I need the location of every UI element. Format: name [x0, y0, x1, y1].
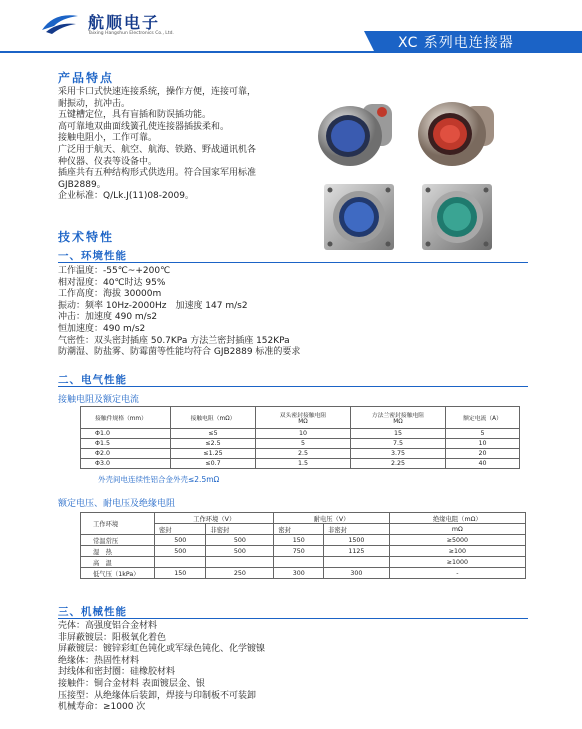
table-cell: ≤0.7 — [171, 459, 256, 469]
mech-line: 接触件：铜合金材料 表面镀层金、银 — [58, 678, 205, 689]
table-header: 额定电流（A） — [446, 407, 520, 429]
contact-resistance-table — [80, 406, 520, 469]
connector-photo-1 — [310, 92, 400, 172]
table-cell: 500 — [155, 546, 206, 557]
table-cell — [206, 557, 274, 568]
feature-line: 插座共有五种结构形式供选用。符合国家军用标准 — [58, 168, 257, 179]
env-line: 冲击：加速度 490 m/s2 — [58, 312, 158, 323]
table-cell: 500 — [155, 535, 206, 546]
feature-line: 五键槽定位，具有盲插和防误插功能。 — [58, 110, 212, 121]
features-text — [58, 87, 256, 203]
env-line: 工作温度：-55℃~+200℃ — [58, 266, 171, 276]
mech-underline — [58, 618, 528, 619]
mech-line: 屏蔽镀层：镀锌彩虹色钝化或军绿色钝化、化学镀镍 — [58, 644, 266, 655]
table-cell: 5 — [446, 429, 520, 439]
table-cell: 10 — [446, 439, 520, 449]
feature-line: 企业标准：Q/Lk.J(11)08-2009。 — [58, 191, 194, 202]
table-cell: Φ3.0 — [81, 459, 171, 469]
voltage-title: 额定电压、耐电压及绝缘电阻 — [58, 499, 176, 509]
env-line: 振动：频率 10Hz-2000Hz 加速度 147 m/s2 — [58, 300, 248, 311]
mech-line: 绝缘体：热固性材料 — [58, 655, 140, 666]
table-row — [81, 459, 520, 469]
table-cell: 1.5 — [256, 459, 351, 469]
contact-resistance-title: 接触电阻及额定电流 — [58, 395, 140, 405]
table-cell: 2.5 — [256, 449, 351, 459]
table-cell: ≥100 — [389, 546, 525, 557]
mech-line: 非屏蔽镀层：阳极氧化着色 — [58, 632, 167, 643]
feature-line: 采用卡口式快速连接系统，操作方便，连接可靠， — [58, 87, 257, 97]
env-line: 防潮湿、防盐雾、防霉菌等性能均符合 GJB2889 标准的要求 — [58, 347, 301, 358]
env-text — [58, 266, 300, 359]
env-line: 相对湿度：40℃时达 95% — [58, 277, 166, 288]
table-header: 耐电压（V） — [274, 513, 389, 524]
feature-line: 广泛用于航天、航空、航海、铁路、野战通讯机各 — [58, 144, 257, 155]
table-header: 工作环境 — [81, 513, 155, 535]
table-cell: 3.75 — [351, 449, 446, 459]
voltage-table — [80, 512, 526, 579]
env-line: 气密性：双头密封插座 50.7KPa 方法兰密封插座 152KPa — [58, 335, 290, 346]
mech-title: 三、机械性能 — [58, 606, 127, 618]
table-header: 接触件规格（mm） — [81, 407, 171, 429]
page-header — [0, 0, 582, 50]
mech-line: 壳体：高强度铝合金材料 — [58, 621, 158, 631]
table-cell: 300 — [324, 568, 390, 579]
mech-line: 机械寿命：≥1000 次 — [58, 702, 146, 713]
table-cell: 高 温 — [81, 557, 155, 568]
table-cell: ≤1.25 — [171, 449, 256, 459]
table-subheader: 非密封 — [324, 524, 390, 535]
feature-line: 耐振动，抗冲击。 — [58, 98, 131, 109]
table-row — [81, 546, 526, 557]
table-cell — [324, 557, 390, 568]
table-row — [81, 535, 526, 546]
env-title: 一、环境性能 — [58, 250, 127, 262]
table-cell: 2.25 — [351, 459, 446, 469]
table-cell: ≥1000 — [389, 557, 525, 568]
connector-photo-2 — [408, 92, 504, 172]
feature-line: 种仪器、仪表等设备中。 — [58, 156, 158, 167]
connector-photo-4 — [416, 180, 506, 258]
table-header: 绝缘电阻（mΩ） — [389, 513, 525, 524]
elec-underline — [58, 386, 528, 387]
table-cell: 1500 — [324, 535, 390, 546]
table-cell: 1125 — [324, 546, 390, 557]
table-cell: 300 — [274, 568, 324, 579]
mech-line: 压接型：从绝缘体后装卸，焊接与印制板不可装卸 — [58, 690, 257, 701]
table-cell: - — [389, 568, 525, 579]
env-line: 工作高度：海拔 30000m — [58, 289, 162, 300]
table-header: 接触电阻（mΩ） — [171, 407, 256, 429]
table-header-row — [81, 513, 526, 524]
banner-notch — [364, 31, 374, 51]
table-header-row — [81, 407, 520, 429]
table-cell: ≤5 — [171, 429, 256, 439]
table-cell: 低气压（1kPa） — [81, 568, 155, 579]
table-row — [81, 439, 520, 449]
header-divider — [0, 51, 582, 53]
table-cell: Φ1.0 — [81, 429, 171, 439]
mech-line: 封线体和密封圈：硅橡胶材料 — [58, 667, 176, 678]
table-header: 方法兰密封接触电阻 MΩ — [351, 407, 446, 429]
mech-text — [58, 621, 265, 714]
table-cell — [274, 557, 324, 568]
table-cell: 750 — [274, 546, 324, 557]
feature-line: 高可靠地双曲面线簧孔使连接器插拔柔和。 — [58, 121, 230, 132]
table-row — [81, 449, 520, 459]
elec-title: 二、电气性能 — [58, 374, 127, 386]
company-logo — [40, 10, 80, 36]
table-subheader: 非密封 — [206, 524, 274, 535]
table-cell: 500 — [206, 535, 274, 546]
brand-subtitle: Taixing Hangshun Electronics Co., Ltd. — [88, 31, 174, 36]
table-cell — [155, 557, 206, 568]
table-cell: ≥5000 — [389, 535, 525, 546]
table-subheader: 密封 — [274, 524, 324, 535]
table-header: 双头密封接触电阻 MΩ — [256, 407, 351, 429]
env-line: 恒加速度：490 m/s2 — [58, 323, 146, 334]
features-title: 产品特点 — [58, 71, 115, 85]
table-cell: 10 — [256, 429, 351, 439]
table-cell: 500 — [206, 546, 274, 557]
table-cell: 15 — [351, 429, 446, 439]
table-row — [81, 568, 526, 579]
shell-continuity-note: 外壳间电连续性铝合金外壳≤2.5mΩ — [98, 475, 220, 484]
table-cell: 湿 热 — [81, 546, 155, 557]
table-header: 工作环境（V） — [155, 513, 274, 524]
table-cell: 250 — [206, 568, 274, 579]
connector-photo-3 — [318, 180, 408, 258]
table-cell: 7.5 — [351, 439, 446, 449]
table-subheader: 密封 — [155, 524, 206, 535]
table-cell: 20 — [446, 449, 520, 459]
table-row — [81, 557, 526, 568]
env-underline — [58, 262, 528, 263]
table-cell: 150 — [155, 568, 206, 579]
table-cell: 常温常压 — [81, 535, 155, 546]
table-cell: 40 — [446, 459, 520, 469]
brand-name: 航顺电子 — [88, 13, 161, 32]
table-cell: Φ2.0 — [81, 449, 171, 459]
table-subheader: mΩ — [389, 524, 525, 535]
table-row — [81, 429, 520, 439]
table-cell: Φ1.5 — [81, 439, 171, 449]
banner-title: XC 系列电连接器 — [398, 35, 514, 51]
feature-line: 接触电阻小，工作可靠。 — [58, 133, 158, 144]
table-cell: ≤2.5 — [171, 439, 256, 449]
tech-title: 技术特性 — [58, 230, 115, 244]
table-cell: 5 — [256, 439, 351, 449]
table-cell: 150 — [274, 535, 324, 546]
feature-line: GJB2889。 — [58, 179, 106, 190]
